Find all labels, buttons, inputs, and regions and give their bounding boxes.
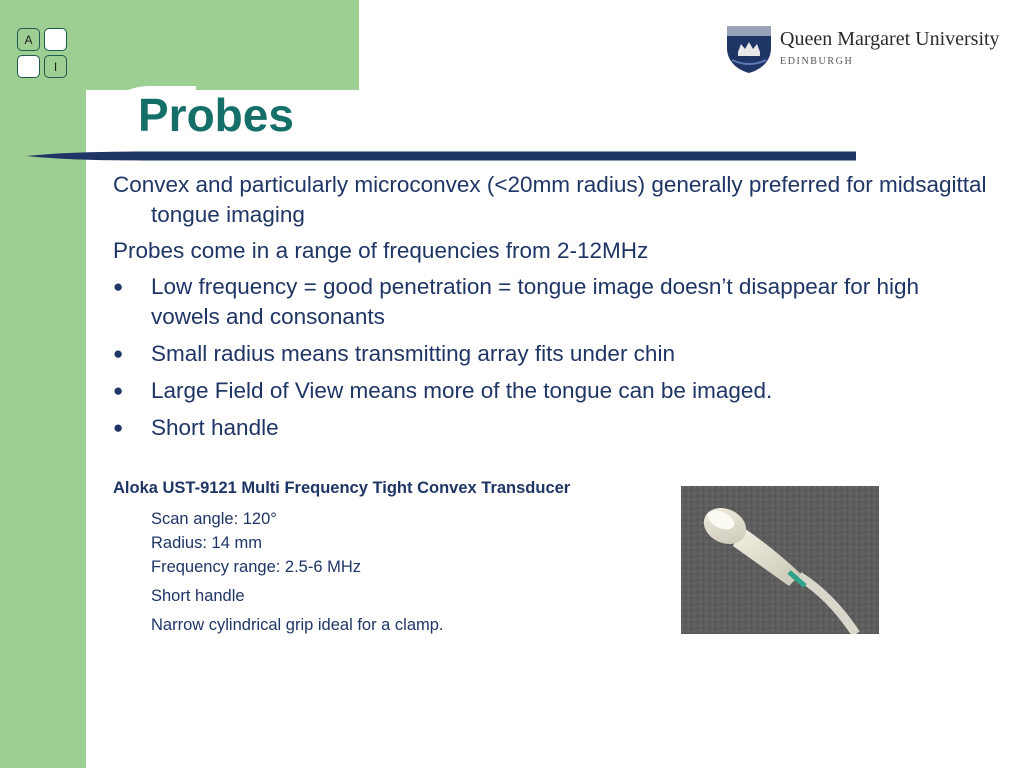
bullet-text: Low frequency = good penetration = tongue image doesn’t disappear for high vowels and consonants [151,274,920,329]
bullet-text: Large Field of View means more of the tongue can be imaged. [151,378,773,403]
bullet-text: Short handle [151,415,279,440]
probe-photo [681,486,879,634]
probe-specs [151,507,444,637]
sidebar-green-band [0,0,86,768]
spec-grip: Narrow cylindrical grip ideal for a clamp. [151,616,444,634]
university-name: Queen Margaret University [780,28,1000,50]
crest-icon [724,22,774,74]
bullet-icon: ● [113,418,124,437]
bullet-item [113,339,993,369]
bullet-icon: ● [113,344,124,363]
ai-badge [17,28,69,80]
probe-name: Aloka UST-9121 Multi Frequency Tight Convex Transducer [113,479,571,497]
intro-paragraph-2: Probes come in a range of frequencies from 2-12MHz [113,238,649,263]
spec-frequency: Frequency range: 2.5-6 MHz [151,558,362,576]
title-underline [26,150,856,162]
slide-body [113,170,993,450]
university-logo [724,22,1004,74]
university-city: EDINBURGH [780,56,854,67]
bullet-item [113,272,993,332]
spec-radius: Radius: 14 mm [151,534,262,552]
bullet-icon: ● [113,381,124,400]
bullet-icon: ● [113,277,124,296]
page-title: Probes [138,89,294,141]
spec-scan-angle: Scan angle: 120° [151,510,277,528]
badge-cell-blank-2 [17,55,40,78]
spec-handle: Short handle [151,587,245,605]
intro-paragraph-1: Convex and particularly microconvex (<20mm radius) generally preferred for midsagittal tongue imaging [113,172,987,227]
bullet-item [113,413,993,443]
badge-cell-i: I [44,55,67,78]
badge-cell-a: A [17,28,40,51]
bullet-text: Small radius means transmitting array fits under chin [151,341,675,366]
bullet-item [113,376,993,406]
badge-cell-blank-1 [44,28,67,51]
